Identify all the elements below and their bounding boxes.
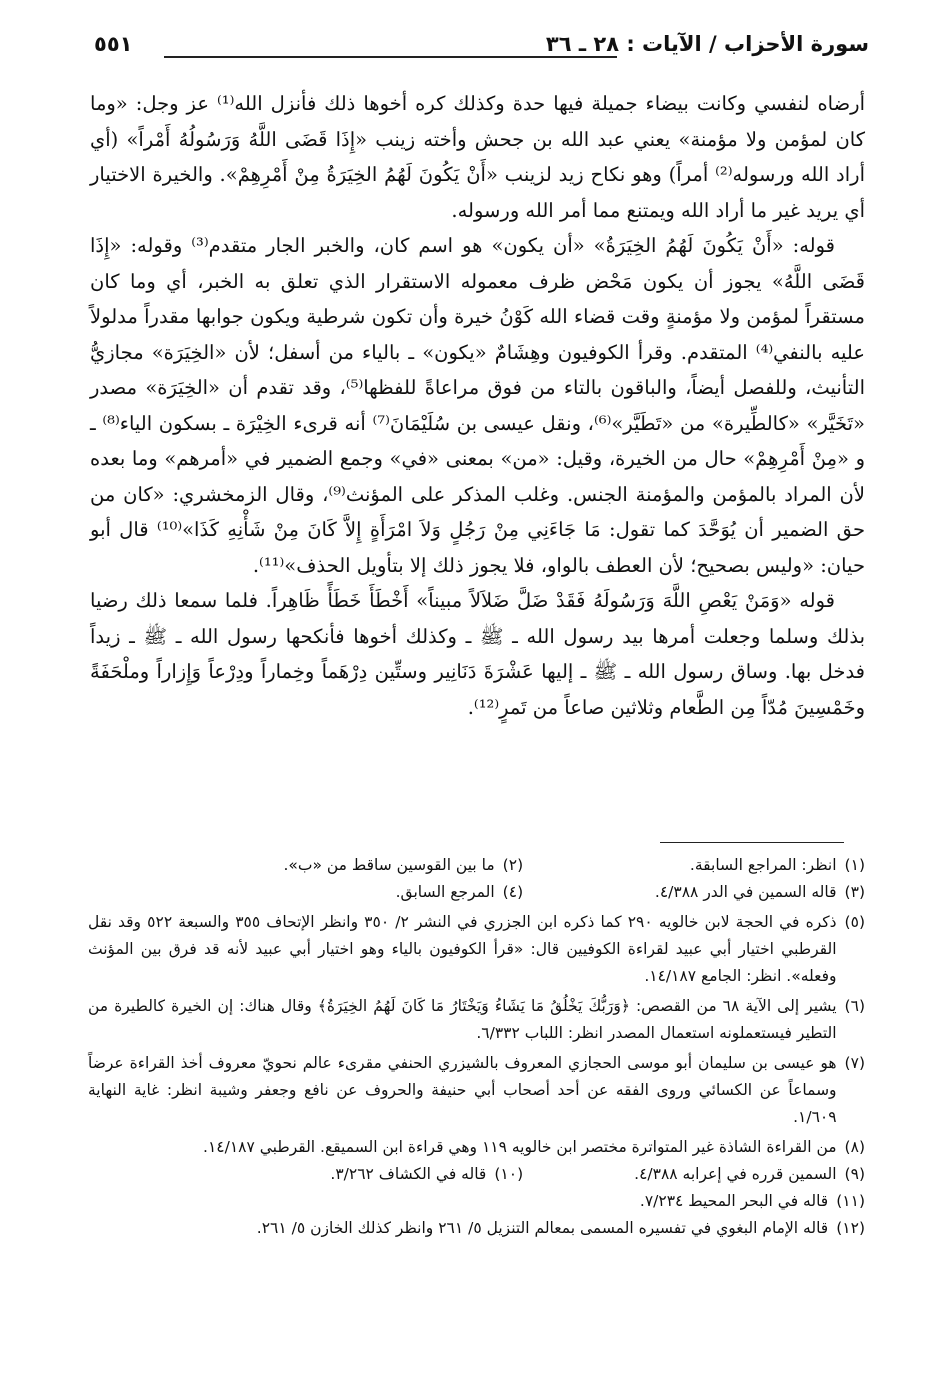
footnote [88, 1050, 865, 1131]
footnote-text: هو عيسى بن سليمان أبو موسى الحجازي المعروف بالشيزري الحنفي مقرىء عالم نحويّ معروف أخذ القراءة عرضاً وسماعاً عن الكسائي وروى الفقه عن أحد أصحاب أبي حنيفة والحروف عن نافع وجعفر وشيبة انظر: غاية النهاية ١/٦٠٩. [88, 1054, 837, 1126]
page-header [94, 30, 869, 64]
footnote [181, 852, 523, 879]
footnote [523, 852, 865, 879]
footnote-number: (٧) [844, 1054, 865, 1072]
footnote [181, 879, 523, 906]
main-text [90, 86, 865, 725]
footnote [181, 1161, 523, 1188]
footnote-number: (٢) [502, 856, 524, 874]
footnotes [88, 852, 865, 1242]
footnote-number: (٣) [844, 883, 865, 901]
footnote-number: (٥) [844, 913, 865, 931]
surah-title: سورة الأحزاب / الآيات : ٢٨ ـ ٣٦ [545, 32, 869, 56]
footnote [88, 993, 865, 1047]
footnote [88, 1134, 865, 1161]
footnote-text: قاله في الكشاف ٣/٢٦٢. [330, 1165, 487, 1183]
footnote-number: (١٠) [494, 1165, 524, 1183]
footnote [88, 1188, 865, 1215]
footnote-row [88, 852, 865, 879]
footnote-text: قاله في البحر المحيط ٧/٢٣٤. [639, 1192, 829, 1210]
page-number: ٥٥١ [94, 32, 133, 56]
footnote-number: (٤) [502, 883, 524, 901]
footnote-text: يشير إلى الآية ٦٨ من القصص: ﴿وَرَبُّكَ يَخْلُقُ مَا يَشَاءُ وَيَخْتَارُ مَا كَانَ لَهُمُ الخِيَرَةُ﴾ وقال هناك: إن الخيرة كالطيرة من التطير فيستعملونه استعمال المصدر انظر: اللباب ٦/٣٣٢. [88, 997, 837, 1042]
footnote-text: ذكره في الحجة لابن خالويه ٢٩٠ كما ذكره ابن الجزري في النشر ٢/ ٣٥٠ وانظر الإتحاف ٣٥٥ والسبعة ٥٢٢ وقد نقل القرطبي اختيار أبي عبيد لقراءة الكوفيين قال: «قرأ الكوفيون بالياء وهو اختيار أبي عبيد لأنه قد فرق بين المؤنث وفعله». انظر: الجامع ١٤/١٨٧. [88, 913, 837, 985]
footnote-text: ما بين القوسين ساقط من «ب». [283, 856, 495, 874]
footnote-text: انظر: المراجع السابقة. [689, 856, 837, 874]
footnote-text: السمين قرره في إعرابه ٤/٣٨٨. [634, 1165, 837, 1183]
paragraph: قوله «وَمَنْ يَعْصِ اللَّهَ وَرَسُولَهُ فَقَدْ ضَلَّ ضَلاَلاً مبيناً» أَخْطَأَ خَطَأً ظَاهِراً. فلما سمعا ذلك رضيا بذلك وسلما وجعلت أمرها بيد رسول الله ـ ﷺ ـ وكذلك أخوها فأنكحها رسول الله ـ ﷺ ـ زيداً فدخل بها. وساق رسول الله ـ ﷺ ـ إليها عَشْرَةَ دَنَانِير وستِّين دِرْهَماً وخِماراً ودِرْعاً وَإِزاراً وملْحَفَةً وخَمْسِينَ مُدّاً مِن الطَّعام وثلاثين صاعاً من تَمرٍ⁽¹²⁾. [90, 589, 865, 719]
paragraph: قوله: «أَنْ يَكُونَ لَهُمُ الخِيَرَةُ» «أن يكون» هو اسم كان، والخبر الجار متقدم⁽³⁾ وقوله: «إِذَا قَضَى اللَّهُ» يجوز أن يكون مَحْض ظرف معموله الاستقرار الذي تعلق به الخبر، أي وما كان مستقراً لمؤمن ولا مؤمنةٍ وقت قضاء الله كَوْنُ خيرة وأن تكون شرطية ويكون جوابها مقدراً مدلولاً عليه بالنفي⁽⁴⁾ المتقدم. وقرأ الكوفيون وهِشَامٌ «يكون» ـ بالياء من أسفل؛ لأن «الخِيَرَة» مجازيُّ التأنيث، وللفصل أيضاً، والباقون بالتاء من فوق مراعاةً للفظها⁽⁵⁾، وقد تقدم أن «الخِيَرَة» مصدر «تَخَيَّر» «كالطِّيرة» من «تَطَيَّر»⁽⁶⁾، ونقل عيسى بن سُلَيْمَانَ⁽⁷⁾ أنه قرىء الخِيْرَة ـ بسكون الياء⁽⁸⁾ ـ و «مِنْ أَمْرِهِمْ» حال من الخيرة، وقيل: «من» بمعنى «في» وجمع الضمير في «أمرهم» وما بعده لأن المراد بالمؤمن والمؤمنة الجنس. وغلب المذكر على المؤنث⁽⁹⁾، وقال الزمخشري: «كان من حق الضمير أن يُوَحَّدَ كما تقول: مَا جَاءَنِي مِنْ رَجُلٍ وَلاَ امْرَأَةٍ إِلاَّ كَانَ مِنْ شَأْنِهِ كَذَا»⁽¹⁰⁾ قال أبو حيان: «وليس بصحيح؛ لأن العطف بالواو، فلا يجوز ذلك إلا بتأويل الحذف»⁽¹¹⁾. [90, 234, 865, 577]
footnote [523, 1161, 865, 1188]
footnote-row [88, 879, 865, 906]
footnote-number: (٩) [844, 1165, 865, 1183]
footnote [523, 879, 865, 906]
header-rule [164, 56, 617, 58]
footnote-separator [660, 842, 844, 843]
footnote [88, 1215, 865, 1242]
footnote-text: من القراءة الشاذة غير المتواترة مختصر ابن خالويه ١١٩ وهي قراءة ابن السميقع. القرطبي ١٤/١٨٧. [203, 1138, 837, 1156]
footnote-number: (٨) [844, 1138, 865, 1156]
footnote-number: (١١) [836, 1192, 865, 1210]
paragraph: أرضاه لنفسي وكانت بيضاء جميلة فيها حدة وكذلك كره أخوها ذلك فأنزل الله⁽¹⁾ عز وجل: «وما كان لمؤمن ولا مؤمنة» يعني عبد الله بن جحش وأخته زينب «إِذَا قَضَى اللَّهُ وَرَسُولُهُ أَمْراً» (أي أراد الله ورسوله⁽²⁾ أمراً) وهو نكاح زيد لزينب «أَنْ يَكُونَ لَهُمُ الخِيَرَةُ مِنْ أَمْرِهِمْ». والخيرة الاختيار أي يريد غير ما أراد الله ويمتنع مما أمر الله ورسوله. [90, 92, 865, 222]
footnote-number: (١٢) [836, 1219, 865, 1237]
footnote [88, 909, 865, 990]
footnote-text: قاله الإمام البغوي في تفسيره المسمى بمعالم التنزيل ٥/ ٢٦١ وانظر كذلك الخازن ٥/ ٢٦١. [256, 1219, 829, 1237]
footnote-text: المرجع السابق. [395, 883, 495, 901]
footnote-row [88, 1161, 865, 1188]
footnote-text: قاله السمين في الدر ٤/٣٨٨. [654, 883, 837, 901]
footnote-number: (١) [844, 856, 865, 874]
footnote-number: (٦) [844, 997, 865, 1015]
